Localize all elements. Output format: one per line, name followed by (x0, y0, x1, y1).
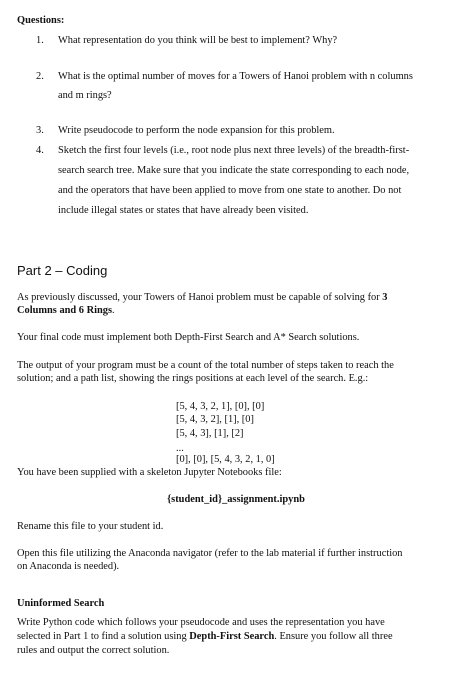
example-line: [5, 4, 3], [1], [2] (176, 428, 244, 439)
question-line: What representation do you think will be best to implement? Why? (58, 35, 338, 46)
question-line: and m rings? (58, 90, 112, 101)
uninformed-line2 (17, 631, 393, 643)
open-text-line: Open this file utilizing the Anaconda navigator (refer to the lab material if further instruction (17, 548, 403, 559)
uninformed-bold: Depth-First Search (189, 631, 275, 642)
para1-bold: Columns and 6 Rings (17, 305, 112, 316)
example-line: [0], [0], [5, 4, 3, 2, 1, 0] (176, 454, 275, 465)
question-line: What is the optimal number of moves for a Towers of Hanoi problem with n columns (58, 71, 413, 82)
question-number: 4. (36, 145, 44, 156)
filename: {student_id}_assignment.ipynb (167, 494, 305, 505)
question-line: Sketch the first four levels (i.e., root node plus next three levels) of the breadth-first- (58, 145, 410, 156)
para3-line: The output of your program must be a count of the total number of steps taken to reach the (17, 360, 394, 371)
question-line: include illegal states or states that have already been visited. (58, 205, 309, 216)
para1-text: As previously discussed, your Towers of Hanoi problem must be capable of solving for (17, 292, 383, 303)
uninformed-heading: Uninformed Search (17, 598, 105, 609)
uninformed-text: selected in Part 1 to find a solution using (17, 631, 190, 642)
example-line: [5, 4, 3, 2, 1], [0], [0] (176, 401, 265, 412)
uninformed-text: . Ensure you follow all three (274, 631, 393, 642)
rename-text: Rename this file to your student id. (17, 521, 164, 532)
supplied-text: You have been supplied with a skeleton Jupyter Notebooks file: (17, 467, 282, 478)
question-line: search search tree. Make sure that you indicate the state corresponding to each node, (58, 165, 410, 176)
part2-heading: Part 2 – Coding (17, 263, 108, 278)
para1-text: . (112, 305, 115, 316)
uninformed-line: rules and output the correct solution. (17, 645, 170, 656)
question-number: 2. (36, 71, 44, 82)
question-line: and the operators that have been applied to move from one state to another. Do not (58, 185, 402, 196)
example-line: [5, 4, 3, 2], [1], [0] (176, 414, 254, 425)
questions-heading: Questions: (17, 15, 65, 26)
open-text-line: on Anaconda is needed). (17, 561, 120, 572)
para3-line: solution; and a path list, showing the rings positions at each level of the search. E.g.: (17, 373, 369, 384)
para1-line2 (17, 305, 115, 317)
para1-line1 (17, 292, 388, 304)
question-line: Write pseudocode to perform the node expansion for this problem. (58, 125, 335, 136)
uninformed-line: Write Python code which follows your pseudocode and uses the representation you have (17, 617, 385, 628)
example-line: ... (176, 443, 184, 454)
para1-bold: 3 (382, 292, 388, 303)
question-number: 3. (36, 125, 44, 136)
para2: Your final code must implement both Depth-First Search and A* Search solutions. (17, 332, 360, 343)
question-number: 1. (36, 35, 44, 46)
